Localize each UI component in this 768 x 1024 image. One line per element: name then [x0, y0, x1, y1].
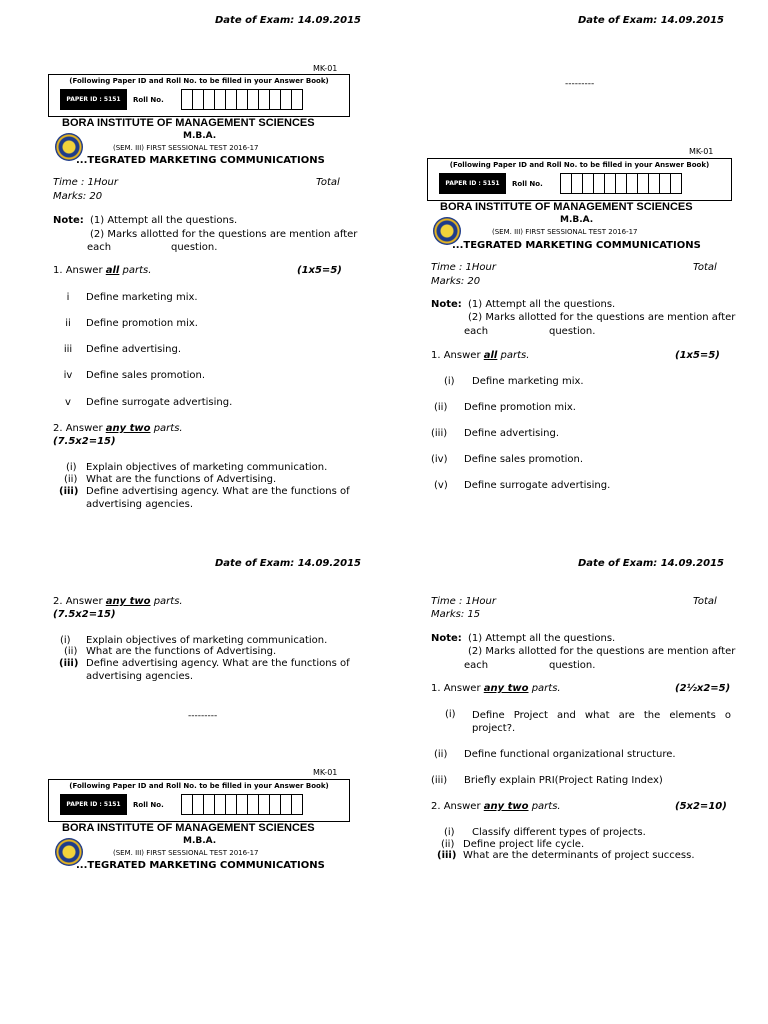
- course-code: MK-01: [689, 147, 714, 156]
- q1-marks: (1x5=5): [675, 350, 720, 361]
- note-label: Note:: [431, 299, 462, 310]
- institute-name: BORA INSTITUTE OF MANAGEMENT SCIENCES: [62, 117, 315, 129]
- list-item: Define advertising agency. What are the functions of: [86, 658, 350, 669]
- note-each: each: [464, 326, 489, 337]
- list-item: (iii) What are the determinants of project success.: [437, 850, 695, 861]
- roll-no-label: Roll No.: [133, 96, 164, 104]
- q2-marks: (5x2=10): [675, 801, 727, 812]
- note-question: question.: [171, 242, 218, 253]
- institute-name: BORA INSTITUTE OF MANAGEMENT SCIENCES: [62, 822, 315, 834]
- list-item: (i) Explain objectives of marketing communication.: [60, 635, 328, 646]
- note-2: (2) Marks allotted for the questions are mention after: [468, 646, 736, 657]
- list-item: (iv) Define sales promotion.: [431, 454, 584, 465]
- total-label: Total: [316, 177, 340, 188]
- list-item: (ii) Define promotion mix.: [434, 402, 576, 413]
- subject: ...TEGRATED MARKETING COMMUNICATIONS: [76, 860, 325, 871]
- separator-dashes: ---------: [565, 79, 595, 89]
- list-item: (v) Define surrogate advertising.: [434, 480, 611, 491]
- q1-marks: (2½x2=5): [675, 683, 731, 694]
- paper-id: PAPER ID : 5151: [60, 89, 127, 110]
- list-item: (ii) What are the functions of Advertising.: [64, 474, 277, 485]
- list-item: (ii) What are the functions of Advertising.: [64, 646, 277, 657]
- total-label: Total: [693, 262, 717, 273]
- list-item: v Define surrogate advertising.: [65, 397, 233, 408]
- list-item: iv Define sales promotion.: [63, 370, 206, 381]
- q1-heading: 1. Answer all parts.: [431, 350, 530, 361]
- exam-date: Date of Exam: 14.09.2015: [578, 558, 724, 569]
- list-item: (iii) Briefly explain PRI(Project Rating Index): [431, 775, 663, 786]
- roll-no-cells[interactable]: [561, 173, 682, 194]
- time-label: Time : 1Hour: [431, 596, 496, 607]
- note-1: (1) Attempt all the questions.: [468, 633, 616, 644]
- semester: (SEM. III) FIRST SESSIONAL TEST 2016-17: [113, 849, 259, 857]
- list-item: (ii) Define project life cycle.: [441, 839, 585, 850]
- roll-no-cells[interactable]: [182, 794, 303, 815]
- list-item-continued: advertising agencies.: [86, 499, 193, 510]
- roll-no-label: Roll No.: [512, 180, 543, 188]
- list-item-numeral: (i): [445, 709, 456, 720]
- list-item: (i) Classify different types of projects.: [444, 827, 646, 838]
- subject: ...TEGRATED MARKETING COMMUNICATIONS: [76, 155, 325, 166]
- list-item: Define Project and what are the elements o project?.: [472, 710, 731, 734]
- program: M.B.A.: [560, 215, 594, 225]
- list-item: (i) Explain objectives of marketing communication.: [66, 462, 328, 473]
- note-2: (2) Marks allotted for the questions are mention after: [90, 229, 358, 240]
- list-item: ii Define promotion mix.: [65, 318, 198, 329]
- program: M.B.A.: [183, 836, 217, 846]
- list-item-numeral: (iii): [59, 658, 79, 669]
- note-label: Note:: [53, 215, 84, 226]
- list-item: (i) Define marketing mix.: [444, 376, 584, 387]
- q2-marks: (7.5x2=15): [53, 436, 116, 447]
- paper-id: PAPER ID : 5151: [439, 173, 506, 194]
- list-item: Define advertising agency. What are the functions of: [86, 486, 350, 497]
- exam-date: Date of Exam: 14.09.2015: [215, 558, 361, 569]
- fill-instruction: (Following Paper ID and Roll No. to be filled in your Answer Book): [69, 782, 329, 790]
- roll-no-cells[interactable]: [182, 89, 303, 110]
- subject: ...TEGRATED MARKETING COMMUNICATIONS: [452, 240, 701, 251]
- list-item: i Define marketing mix.: [66, 292, 198, 303]
- marks-label: Marks: 20: [53, 191, 103, 202]
- note-each: each: [87, 242, 112, 253]
- note-1: (1) Attempt all the questions.: [90, 215, 238, 226]
- q2-heading: 2. Answer any two parts.: [53, 423, 183, 434]
- time-label: Time : 1Hour: [53, 177, 118, 188]
- q1-heading: 1. Answer any two parts.: [431, 683, 561, 694]
- note-label: Note:: [431, 633, 462, 644]
- note-1: (1) Attempt all the questions.: [468, 299, 616, 310]
- exam-date: Date of Exam: 14.09.2015: [578, 15, 724, 26]
- q2-heading: 2. Answer any two parts.: [431, 801, 561, 812]
- note-question: question.: [549, 326, 596, 337]
- q1-heading: 1. Answer all parts.: [53, 265, 152, 276]
- paper-id-box: [48, 779, 350, 822]
- q2-heading: 2. Answer any two parts.: [53, 596, 183, 607]
- semester: (SEM. III) FIRST SESSIONAL TEST 2016-17: [492, 228, 638, 236]
- fill-instruction: (Following Paper ID and Roll No. to be filled in your Answer Book): [449, 161, 710, 169]
- q1-marks: (1x5=5): [297, 265, 342, 276]
- course-code: MK-01: [313, 768, 338, 777]
- exam-date: Date of Exam: 14.09.2015: [215, 15, 361, 26]
- marks-label: Marks: 20: [431, 276, 481, 287]
- time-label: Time : 1Hour: [431, 262, 496, 273]
- marks-label: Marks: 15: [431, 609, 481, 620]
- note-each: each: [464, 660, 489, 671]
- paper-id-box: [48, 74, 350, 117]
- paper-id-box: [427, 158, 732, 201]
- list-item-continued: advertising agencies.: [86, 671, 193, 682]
- list-item: (ii) Define functional organizational structure.: [434, 749, 676, 760]
- course-code: MK-01: [313, 64, 338, 73]
- semester: (SEM. III) FIRST SESSIONAL TEST 2016-17: [113, 144, 259, 152]
- roll-no-label: Roll No.: [133, 801, 164, 809]
- program: M.B.A.: [183, 131, 217, 141]
- separator-dashes: ---------: [188, 711, 218, 721]
- total-label: Total: [693, 596, 717, 607]
- note-2: (2) Marks allotted for the questions are mention after: [468, 312, 736, 323]
- q2-marks: (7.5x2=15): [53, 609, 116, 620]
- fill-instruction: (Following Paper ID and Roll No. to be filled in your Answer Book): [69, 77, 329, 85]
- note-question: question.: [549, 660, 596, 671]
- list-item-numeral: (iii): [59, 486, 79, 497]
- institute-name: BORA INSTITUTE OF MANAGEMENT SCIENCES: [440, 201, 693, 213]
- list-item: iii Define advertising.: [63, 344, 182, 355]
- paper-id: PAPER ID : 5151: [60, 794, 127, 815]
- list-item: (iii) Define advertising.: [431, 428, 560, 439]
